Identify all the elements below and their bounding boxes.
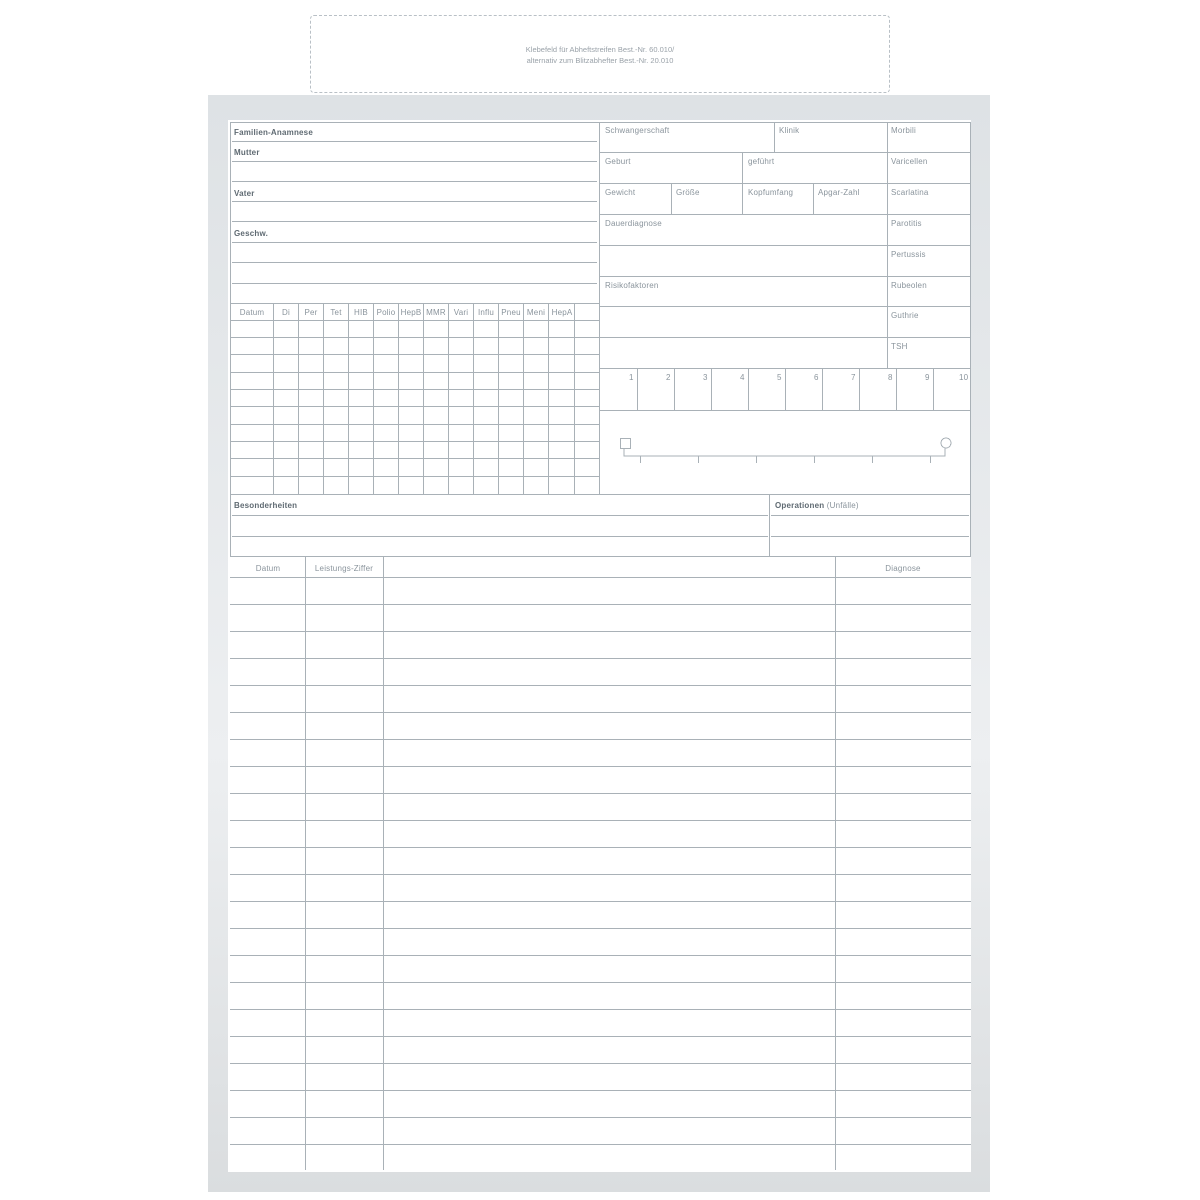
vacc-col-vari: Vari [453,308,469,317]
log-col-date: Datum [255,564,281,573]
vacc-col-per: Per [304,308,318,317]
disease-rubeolen: Rubeolen [891,281,927,290]
scale-number-9: 9 [925,373,930,382]
scale-number-1: 1 [629,373,634,382]
scale-number-2: 2 [666,373,671,382]
birth-label: Geburt [605,157,631,166]
vacc-col-meni: Meni [526,308,546,317]
log-col-billing-code: Leistungs-Ziffer [314,564,374,573]
vacc-col-tet: Tet [330,308,342,317]
disease-morbili: Morbili [891,126,916,135]
disease-pertussis: Pertussis [891,250,926,259]
mother-label: Mutter [234,148,260,157]
scale-number-6: 6 [814,373,819,382]
head-circumference-label: Kopfumfang [748,188,794,197]
vacc-col-datum: Datum [239,308,265,317]
disease-parotitis: Parotitis [891,219,922,228]
vacc-col-mmr: MMR [426,308,446,317]
family-history-heading: Familien-Anamnese [234,128,313,137]
disease-guthrie: Guthrie [891,311,919,320]
disease-scarlatina: Scarlatina [891,188,929,197]
disease-varicellen: Varicellen [891,157,928,166]
operations-label [775,501,859,510]
pregnancy-label: Schwangerschaft [605,126,670,135]
scale-number-7: 7 [851,373,856,382]
height-label: Größe [676,188,700,197]
delivered-label: geführt [748,157,775,166]
vacc-col-hepb: HepB [400,308,422,317]
vacc-col-influ: Influ [477,308,495,317]
log-col-diagnosis: Diagnose [885,564,921,573]
vacc-col-polio: Polio [376,308,396,317]
father-label: Vater [234,189,255,198]
scale-number-5: 5 [777,373,782,382]
scale-number-10: 10 [959,373,969,382]
vacc-col-di: Di [282,308,290,317]
risk-factors-label: Risikofaktoren [605,281,659,290]
disease-tsh: TSH [891,342,908,351]
weight-label: Gewicht [605,188,636,197]
operations-label-bold: Operationen [775,501,825,510]
special-notes-label: Besonderheiten [234,501,298,510]
chronic-diagnosis-label: Dauerdiagnose [605,219,662,228]
operations-label-accidents: (Unfälle) [824,501,859,510]
clinic-label: Klinik [779,126,800,135]
vacc-col-hepa: HepA [551,308,573,317]
scale-number-4: 4 [740,373,745,382]
scale-number-3: 3 [703,373,708,382]
vacc-col-hib: HIB [354,308,368,317]
scale-number-8: 8 [888,373,893,382]
siblings-label: Geschw. [234,229,269,238]
glue-field-line-1: Klebefeld für Abheftstreifen Best.-Nr. 60.010/ [525,45,675,54]
glue-field-line-2: alternativ zum Blitzabhefter Best.-Nr. 20.010 [526,56,674,65]
vacc-col-pneu: Pneu [501,308,521,317]
apgar-label: Apgar-Zahl [818,188,860,197]
